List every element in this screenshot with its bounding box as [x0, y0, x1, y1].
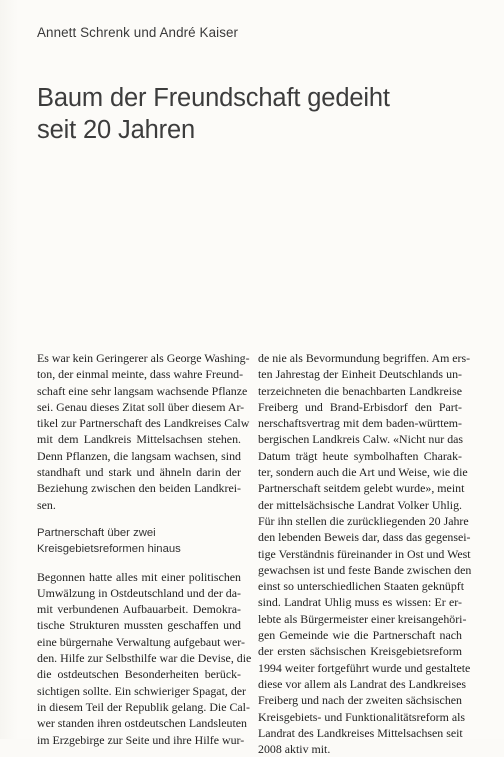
text-line: Landrat des Landkreises Mittelsachsen seit [258, 725, 463, 740]
text-line: standhaft und stark und ähneln darin der [37, 465, 241, 480]
text-line: einst so unterschiedlichen Staaten geknüpft [258, 579, 465, 594]
text-line: den. Hilfe zur Selbsthilfe war die Devise, die [37, 651, 252, 666]
body-paragraph [37, 569, 252, 748]
text-line: Datum trägt heute symbolhaften Charak- [258, 448, 462, 463]
text-line: Partnerschaft seitdem gelebt wurde», meint [258, 481, 465, 496]
text-line: schaft eine sehr langsam wachsende Pflanze [37, 383, 248, 398]
text-line: 2008 aktiv mit. [258, 742, 331, 757]
text-line: eine bürgernahe Verwaltung aufgebaut wer- [37, 634, 245, 649]
text-line: Denn Pflanzen, die langsam wachsen, sind [37, 448, 241, 463]
text-line: Beziehung zwischen den beiden Landkrei- [37, 481, 241, 496]
text-line: Kreisgebiets- und Funktionalitätsreform als [258, 709, 466, 724]
right-text-column [258, 350, 472, 757]
text-line: gewachsen ist und feste Bande zwischen den [258, 562, 472, 577]
article-title-line: seit 20 Jahren [37, 116, 196, 144]
text-line: die ostdeutschen Besonderheiten berück- [37, 667, 241, 682]
article-authors: Annett Schrenk und André Kaiser [37, 25, 239, 40]
text-line: terzeichneten die benachbarten Landkreise [258, 383, 462, 398]
text-line: mit verbundenen Aufbauarbeit. Demokra- [37, 602, 241, 617]
text-line: 1994 weiter fortgeführt wurde und gestaltete [258, 660, 471, 675]
text-line: ten Jahrestag der Einheit Deutschlands un- [258, 367, 462, 382]
text-line: diese vor allem als Landrat des Landkreises [258, 676, 467, 691]
subheading-line: Kreisgebietsreformen hinaus [37, 543, 181, 556]
text-line: Umwälzung in Ostdeutschland und der da- [37, 585, 241, 600]
text-line: Es war kein Geringerer als George Washing- [37, 351, 250, 365]
article-title-line: Baum der Freundschaft gedeiht [37, 84, 390, 112]
text-line: bergischen Landkreis Calw. «Nicht nur das [258, 432, 464, 447]
text-line: Freiberg und nach der zweiten sächsischen [258, 693, 462, 708]
subheading-line: Partnerschaft über zwei [37, 526, 156, 539]
text-line: sind. Landrat Uhlig muss es wissen: Er er- [258, 595, 462, 610]
text-line: der mittelsächsische Landrat Volker Uhlig. [258, 497, 462, 512]
text-line: sei. Genau dieses Zitat soll über diesem Ar- [37, 399, 245, 414]
text-line: Begonnen hatte alles mit einer politischen [37, 569, 241, 584]
text-line: den lebenden Beweis dar, dass das gegensei- [258, 530, 471, 545]
text-line: mit dem Landkreis Mittelsachsen stehen. [37, 432, 241, 447]
text-line: Für ihn stellen die zurückliegenden 20 Jahre [258, 513, 469, 528]
text-line: Freiberg und Brand-Erbisdorf den Part- [258, 399, 462, 414]
text-line: tikel zur Partnerschaft des Landkreises Calw [37, 416, 250, 431]
article-title [37, 82, 390, 146]
text-line: wer standen ihren ostdeutschen Landsleuten [37, 716, 248, 731]
text-line: lebte als Bürgermeister einer kreisangehöri- [258, 611, 467, 626]
text-line: ter, sondern auch die Art und Weise, wie die [258, 465, 468, 480]
left-text-column [37, 350, 252, 748]
text-line: de nie als Bevormundung begriffen. Am ers- [258, 351, 471, 365]
text-line: in diesem Teil der Republik gelang. Die Cal- [37, 699, 250, 714]
text-line: sichtigen sollte. Ein schwieriger Spagat, der [37, 683, 247, 698]
section-subheading [37, 525, 241, 558]
text-line: ton, der einmal meinte, dass wahre Freund- [37, 367, 244, 382]
text-line: gen Gemeinde wie die Partnerschaft nach [258, 628, 462, 643]
text-line: der ersten sächsischen Kreisgebietsreform [258, 644, 462, 659]
text-line: tige Verständnis füreinander in Ost und West [258, 546, 471, 561]
text-line: sen. [37, 497, 56, 512]
text-line: tische Strukturen mussten geschaffen und [37, 618, 241, 633]
text-line: nerschaftsvertrag mit dem baden-württem- [258, 416, 462, 431]
text-line: im Erzgebirge zur Seite und ihre Hilfe wur- [37, 732, 245, 747]
intro-paragraph [37, 350, 250, 513]
